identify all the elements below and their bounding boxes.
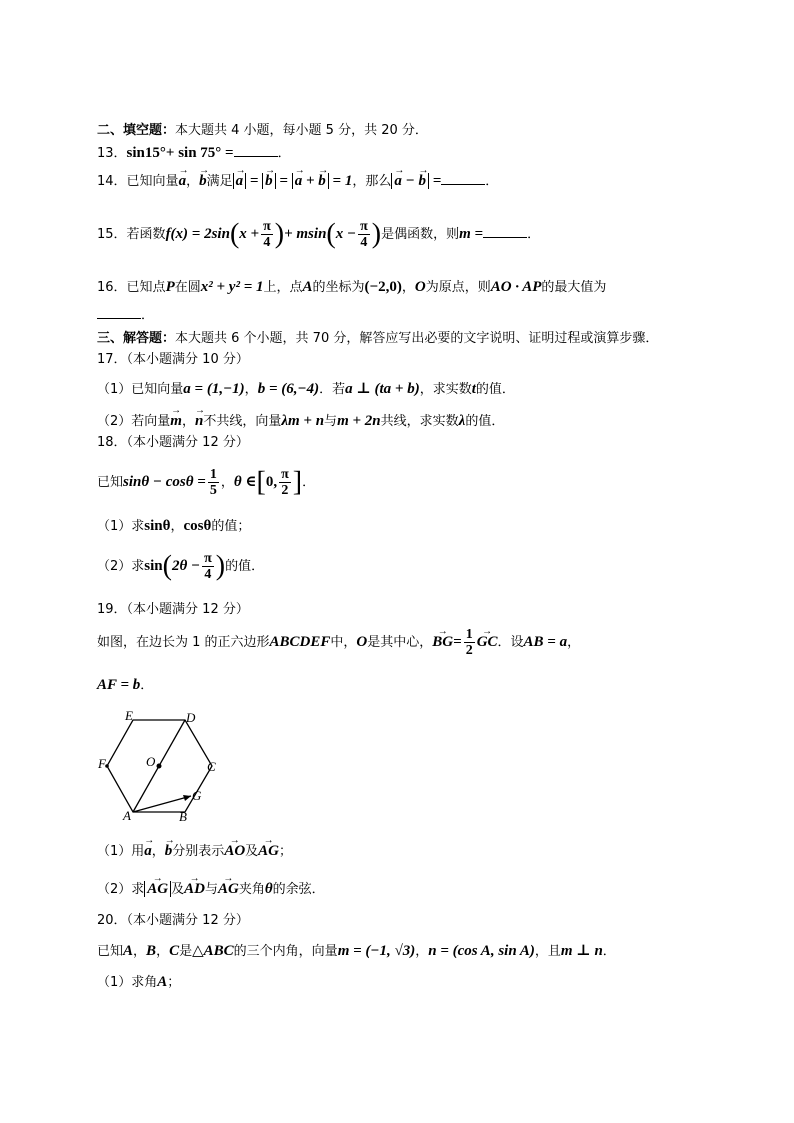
hexagon-name: ABCDEF bbox=[269, 634, 331, 650]
label-d: D bbox=[186, 710, 196, 725]
question-16 bbox=[97, 278, 606, 297]
q19-part2: （2）求→ AG 及→ AD与→ AG夹角θ的余弦． bbox=[97, 880, 325, 899]
q16-end: ． bbox=[141, 308, 155, 323]
section2-desc: 本大题共 4 小题，每小题 5 分，共 20 分． bbox=[175, 123, 428, 138]
q15-lhs: f(x) = 2sin bbox=[165, 226, 230, 242]
q18-part1: （1）求sinθ，cosθ的值； bbox=[97, 518, 251, 534]
q14-text: ，那么 bbox=[352, 174, 392, 189]
q16-text: 的坐标为 bbox=[312, 280, 365, 295]
q18-part2: （2）求sin(2θ − $\frac{\pi}{4}$ )的值． bbox=[97, 550, 265, 582]
center-o: O bbox=[356, 634, 368, 650]
point-a-coordinate: (−2,0) bbox=[364, 279, 402, 295]
q16-text: 在圆 bbox=[174, 280, 201, 295]
q15-fraction-2: $\frac{\pi}{4}$ bbox=[360, 219, 368, 250]
section3-desc: 本大题共 6 个小题，共 70 分，解答应写出必要的文字说明、证明过程或演算步骤． bbox=[175, 331, 659, 346]
m-perp-n: m ⊥ n bbox=[560, 943, 603, 959]
q15-m: m = bbox=[459, 226, 484, 242]
q13-end: ． bbox=[277, 146, 291, 161]
q17-header: 17．（本小题满分 10 分） bbox=[97, 352, 249, 367]
center-dot bbox=[157, 764, 162, 769]
point-a: A bbox=[302, 279, 313, 295]
expression-2: m + 2n bbox=[337, 413, 381, 429]
vector-b: → b bbox=[199, 172, 207, 190]
q15-number: 15． bbox=[97, 227, 127, 242]
q17-part2: （2）若向量→ m，→ n不共线，向量λm + n与m + 2n共线，求实数λ的值． bbox=[97, 412, 504, 431]
q14-number: 14． bbox=[97, 174, 127, 189]
sin-theta: sinθ bbox=[144, 518, 171, 534]
question-16-blank-line bbox=[97, 306, 154, 325]
vector-ad: → AD bbox=[184, 880, 205, 898]
variable-t: t bbox=[471, 381, 476, 397]
q20-header: 20．（本小题满分 12 分） bbox=[97, 913, 249, 928]
label-g: G bbox=[192, 788, 202, 803]
q16-text: 上，点 bbox=[263, 280, 303, 295]
q16-text: 为原点，则 bbox=[425, 280, 491, 295]
q20-given: 已知A，B，C是△ABC的三个内角，向量m = (−1, √3)，n = (cos A, sin A)，且m ⊥ n． bbox=[97, 943, 616, 959]
q19-part1: （1）用→ a，→ b分别表示→ AO及→ AG； bbox=[97, 842, 292, 861]
q19-given: 如图，在边长为 1 的正六边形ABCDEF中，O是其中心，→ BG= $\frac{1}{2}$ → GC．设AB = a， bbox=[97, 624, 580, 661]
point-p: P bbox=[165, 279, 175, 295]
section2-title: 二、填空题： bbox=[97, 123, 176, 138]
q13-expression: sin15°+ sin 75° = bbox=[126, 145, 234, 161]
q16-number: 16． bbox=[97, 280, 127, 295]
q14-text: 已知向量 bbox=[126, 174, 179, 189]
question-14: 14．已知向量→ a，→ b满足→ a = → b = → a + → b = 1，那么→ a − → b = ． bbox=[97, 172, 498, 191]
circle-equation: x² + y² = 1 bbox=[200, 279, 264, 295]
q18-header: 18．（本小题满分 12 分） bbox=[97, 435, 249, 450]
q16-expression: AO · AP bbox=[490, 279, 542, 295]
label-o: O bbox=[146, 754, 156, 769]
vector-ab-def: AB = a bbox=[523, 634, 568, 650]
section3-heading bbox=[97, 330, 658, 348]
perpendicular-condition: a ⊥ (ta + b) bbox=[345, 381, 420, 397]
vector-a: → a bbox=[179, 172, 187, 190]
vector-n: → n bbox=[195, 412, 203, 430]
q16-text: 的最大值为 bbox=[541, 280, 607, 295]
q14-target: → a − → b = bbox=[391, 173, 441, 189]
q19-given-2: AF = b． bbox=[97, 677, 154, 693]
q18-inner: 2θ − bbox=[171, 558, 201, 574]
section3-title: 三、解答题： bbox=[97, 331, 176, 346]
q14-end: ． bbox=[485, 174, 499, 189]
q15-text: 若函数 bbox=[126, 227, 166, 242]
q15-arg2: x − bbox=[335, 226, 357, 242]
q20-part1: （1）求角A； bbox=[97, 974, 181, 990]
answer-blank bbox=[234, 144, 278, 157]
answer-blank bbox=[97, 306, 141, 319]
answer-blank bbox=[483, 225, 527, 238]
expression-1: λm + n bbox=[281, 413, 325, 429]
q16-text: 已知点 bbox=[126, 280, 166, 295]
q15-msin: + msin bbox=[284, 226, 327, 242]
label-c: C bbox=[207, 759, 216, 774]
fraction-one-half: $\frac{1}{2}$ bbox=[465, 627, 473, 658]
q18-given: 已知sinθ − cosθ = $\frac{1}{5}$ ，θ ∈[0, $\frac{\pi}{2}$ ]． bbox=[97, 466, 316, 498]
q18-expression: sinθ − cosθ = bbox=[123, 474, 206, 490]
theta-domain: θ ∈ bbox=[233, 474, 257, 490]
vector-a-value: a = (1,−1) bbox=[183, 381, 245, 397]
q16-text: ， bbox=[401, 280, 415, 295]
fraction-pi-4: $\frac{\pi}{4}$ bbox=[204, 551, 212, 582]
q13-number: 13． bbox=[97, 146, 127, 161]
section2-heading bbox=[97, 122, 428, 140]
vector-b-value: b = (6,−4) bbox=[257, 381, 320, 397]
q15-text: 是偶函数，则 bbox=[381, 227, 460, 242]
vector-gc: → GC bbox=[477, 624, 498, 660]
q14-eq: = 1 bbox=[332, 173, 353, 189]
q15-fraction: $\frac{\pi}{4}$ bbox=[263, 219, 271, 250]
vector-ag: → AG bbox=[258, 842, 279, 860]
vector-bg: → BG bbox=[432, 624, 453, 660]
q17-part1: （1）已知向量a = (1,−1)，b = (6,−4)．若a ⊥ (ta + b)，求实数t的值． bbox=[97, 381, 515, 397]
vector-af-def: AF = b bbox=[97, 677, 141, 693]
label-b: B bbox=[179, 809, 187, 823]
vector-ao: → AO bbox=[224, 842, 245, 860]
label-a: A bbox=[123, 808, 131, 823]
q19-header: 19．（本小题满分 12 分） bbox=[97, 602, 249, 617]
arrowhead-g bbox=[183, 795, 191, 801]
question-15: 15．若函数f(x) = 2sin(x + $\frac{\pi}{4}$ )+ msin(x − $\frac{\pi}{4}$ )是偶函数，则m = ． bbox=[97, 218, 541, 250]
q14-condition: → a = → b = → a + → b = 1 bbox=[233, 173, 353, 189]
fraction-pi-2: $\frac{\pi}{2}$ bbox=[281, 467, 289, 498]
label-f: F bbox=[98, 756, 106, 771]
origin-o: O bbox=[414, 279, 426, 295]
q14-text: 满足 bbox=[206, 174, 233, 189]
triangle-abc: △ABC bbox=[192, 943, 234, 959]
abs-ag: → AG bbox=[147, 880, 168, 898]
label-e: E bbox=[125, 708, 133, 723]
vector-m-value: m = (−1, √3) bbox=[337, 943, 416, 959]
q15-end: ． bbox=[527, 227, 541, 242]
hexagon-figure bbox=[95, 708, 230, 823]
answer-blank bbox=[441, 172, 485, 185]
cos-theta: cosθ bbox=[183, 518, 212, 534]
vector-m: → m bbox=[170, 412, 182, 430]
variable-lambda: λ bbox=[458, 413, 466, 429]
question-13 bbox=[97, 144, 291, 163]
angle-theta: θ bbox=[264, 881, 273, 897]
fraction-one-fifth: $\frac{1}{5}$ bbox=[209, 467, 217, 498]
vector-n-value: n = (cos A, sin A) bbox=[428, 943, 535, 959]
q15-arg: x + bbox=[239, 226, 260, 242]
